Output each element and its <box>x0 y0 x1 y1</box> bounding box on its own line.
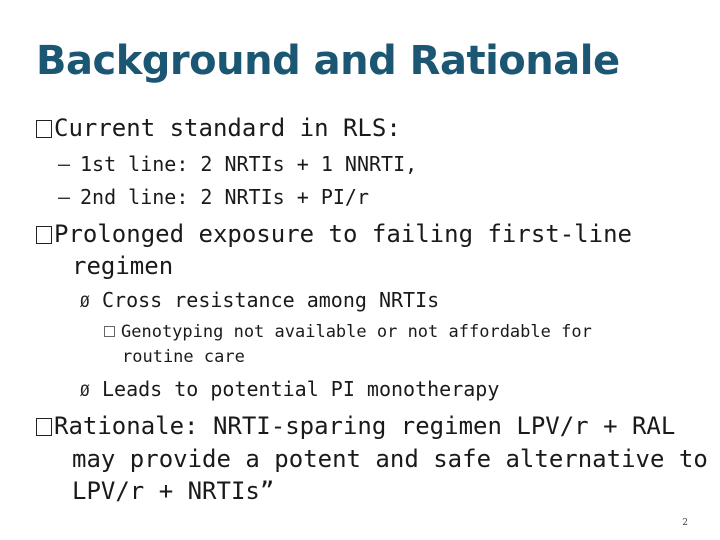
arrow-bullet-icon: Ø <box>80 381 90 400</box>
sub-sub-bullet-genotyping-cont: routine care <box>122 347 245 367</box>
bullet-box-icon <box>36 226 52 244</box>
bullet-text: Current standard in RLS: <box>54 114 401 142</box>
bullet-box-icon <box>36 418 52 436</box>
bullet-box-icon <box>36 120 52 138</box>
bullet-rationale-cont-2: LPV/r + NRTIs” <box>72 477 275 505</box>
small-box-icon <box>104 326 115 337</box>
bullet-current-standard <box>36 114 401 142</box>
sub-bullet-text: 1st line: 2 NRTIs + 1 NNRTI, <box>80 152 418 176</box>
bullet-text: Prolonged exposure to failing first-line <box>54 220 632 248</box>
sub-sub-bullet-text: Genotyping not available or not affordable for <box>121 322 592 342</box>
bullet-text: Rationale: NRTI-sparing regimen LPV/r + RAL <box>54 412 676 440</box>
page-number: 2 <box>682 518 688 528</box>
bullet-rationale-cont-1: may provide a potent and safe alternative to <box>72 445 708 473</box>
sub-bullet-first-line <box>58 152 417 176</box>
bullet-rationale <box>36 412 675 440</box>
bullet-prolonged-exposure <box>36 220 632 248</box>
dash-icon: — <box>58 152 71 176</box>
sub-bullet-cross-resistance <box>80 288 439 312</box>
sub-bullet-second-line <box>58 185 369 209</box>
sub-sub-bullet-genotyping <box>104 322 592 342</box>
sub-bullet-text: 2nd line: 2 NRTIs + PI/r <box>80 185 369 209</box>
sub-bullet-text: Leads to potential PI monotherapy <box>102 377 500 401</box>
dash-icon: — <box>58 185 71 209</box>
arrow-bullet-icon: Ø <box>80 292 90 311</box>
sub-bullet-pi-monotherapy <box>80 377 499 401</box>
sub-bullet-text: Cross resistance among NRTIs <box>102 288 440 312</box>
bullet-prolonged-exposure-cont: regimen <box>72 252 174 280</box>
slide-title: Background and Rationale <box>36 38 620 84</box>
